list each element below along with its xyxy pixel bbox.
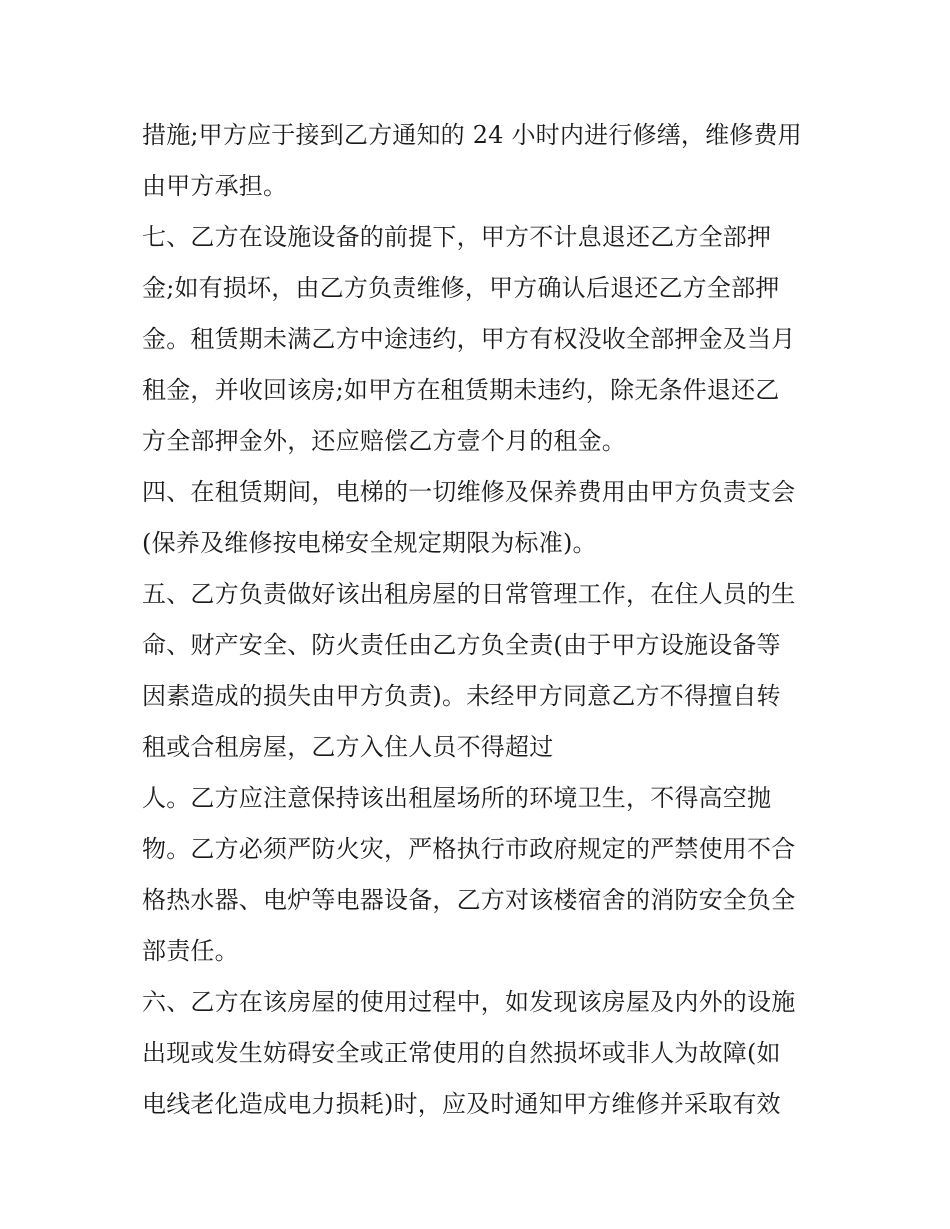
text-line: 金;如有损坏，由乙方负责维修，甲方确认后退还乙方全部押	[142, 274, 780, 302]
text-line: 金。租赁期未满乙方中途违约，甲方有权没收全部押金及当月	[142, 325, 796, 353]
document-body	[142, 110, 822, 1130]
text-line: 措施;甲方应于接到乙方通知的 24 小时内进行修缮，维修费用	[142, 121, 802, 149]
text-line: 租或合租房屋，乙方入住人员不得超过	[142, 733, 554, 761]
text-line: 四、在租赁期间，电梯的一切维修及保养费用由甲方负责支会	[142, 478, 796, 506]
text-line: 租金，并收回该房;如甲方在租赁期未违约，除无条件退还乙	[142, 376, 780, 404]
text-line: 格热水器、电炉等电器设备，乙方对该楼宿舍的消防安全负全	[142, 886, 796, 914]
text-line: 电线老化造成电力损耗)时，应及时通知甲方维修并采取有效	[142, 1090, 781, 1118]
text-line: 因素造成的损失由甲方负责)。未经甲方同意乙方不得擅自转	[142, 682, 781, 710]
text-line: (保养及维修按电梯安全规定期限为标准)。	[142, 529, 597, 557]
text-line: 方全部押金外，还应赔偿乙方壹个月的租金。	[142, 427, 626, 455]
text-line: 物。乙方必须严防火灾，严格执行市政府规定的严禁使用不合	[142, 835, 796, 863]
text-line: 五、乙方负责做好该出租房屋的日常管理工作，在住人员的生	[142, 580, 796, 608]
text-line: 七、乙方在设施设备的前提下，甲方不计息退还乙方全部押	[142, 223, 772, 251]
text-line: 六、乙方在该房屋的使用过程中，如发现该房屋及内外的设施	[142, 988, 796, 1016]
text-line: 由甲方承担。	[142, 172, 288, 200]
text-line: 出现或发生妨碍安全或正常使用的自然损坏或非人为故障(如	[142, 1039, 781, 1067]
text-line: 人。乙方应注意保持该出租屋场所的环境卫生，不得高空抛	[142, 784, 772, 812]
text-line: 命、财产安全、防火责任由乙方负全责(由于甲方设施设备等	[142, 631, 781, 659]
text-line: 部责任。	[142, 937, 239, 965]
